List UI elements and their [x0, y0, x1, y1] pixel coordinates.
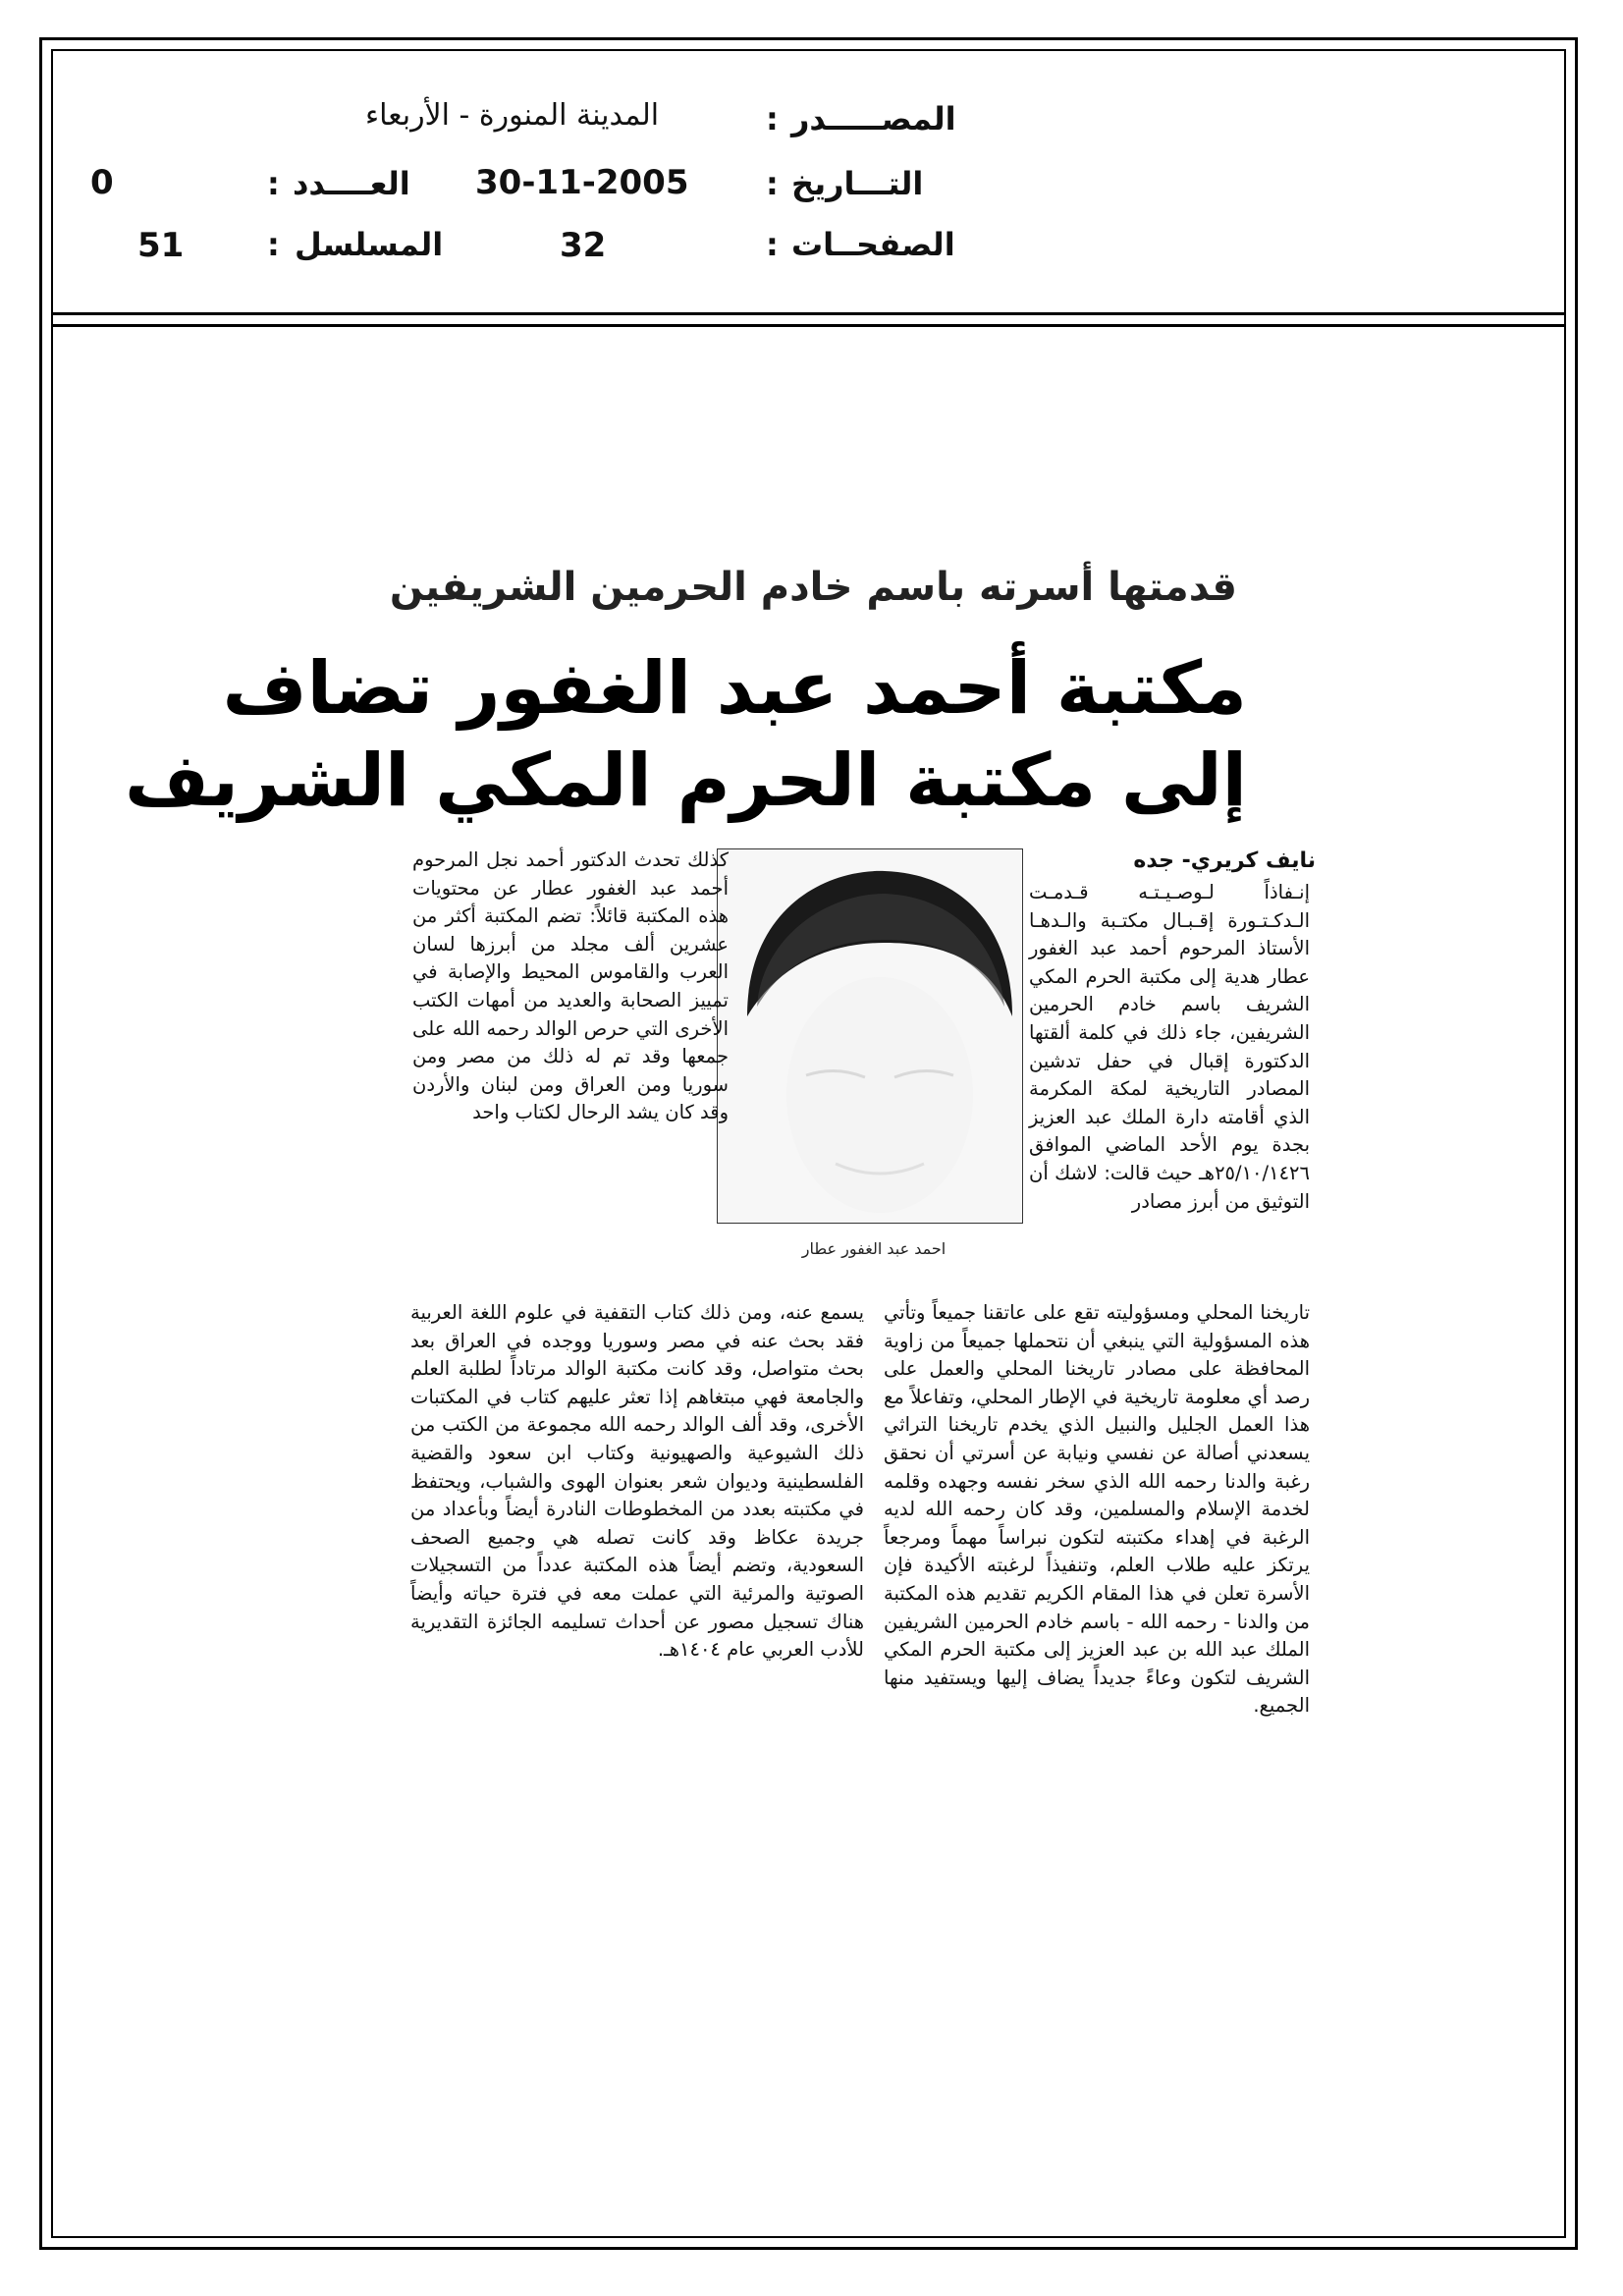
source-value: المدينة المنورة - الأربعاء: [365, 98, 660, 133]
date-value: 30-11-2005: [475, 163, 689, 202]
pages-colon: :: [766, 226, 779, 263]
header-divider-second: [51, 324, 1566, 327]
portrait-image: [718, 849, 1022, 1223]
issue-value: 0: [90, 163, 114, 202]
byline: نايف كريري- جده: [1133, 848, 1316, 873]
article-column-left: [412, 847, 729, 1127]
pages-value: 32: [560, 226, 607, 265]
date-label: التـــاريخ: [791, 165, 924, 202]
header-divider: [51, 312, 1566, 315]
article-kicker: قدمتها أسرته باسم خادم الحرمين الشريفين: [389, 565, 1237, 610]
portrait-photo: [717, 848, 1023, 1224]
source-label: المصـــــدر: [791, 100, 956, 137]
date-colon: :: [766, 165, 779, 202]
headline-line-1: مكتبة أحمد عبد الغفور تضاف: [222, 646, 1247, 731]
issue-colon: :: [267, 165, 280, 202]
article-column-bottom-right: [884, 1299, 1310, 1721]
photo-caption: احمد عبد الغفور عطار: [801, 1239, 947, 1258]
serial-colon: :: [267, 226, 280, 263]
column-text: إنـفاذاً لـوصـيـتـه قـدمـت الـدكـتـورة إقـبـال مكتـبة والـدهـا الأستاذ المرحوم أحمد عبد الغفور عطار هدية إلى مكتبة الحرم المكي الشريف باسم خادم الحرمين الشريفين، جاء ذلك في كلمة ألقتها الدكتورة إقبال في حفل تدشين المصادر التاريخية لمكة المكرمة الذي أقامته دارة الملك عبد العزيز بجدة يوم الأحد الماضي الموافق ٢٥/١٠/١٤٢٦هـ حيث قالت: لاشك أن التوثيق من أبرز مصادر: [1029, 881, 1310, 1213]
headline-line-2: إلى مكتبة الحرم المكي الشريف: [124, 738, 1247, 823]
article-column-bottom-left: [410, 1299, 864, 1665]
column-text: يسمع عنه، ومن ذلك كتاب التقفية في علوم اللغة العربية فقد بحث عنه في مصر وسوريا ووجده في العراق بعد بحث متواصل، وقد كانت مكتبة الوالد مرتاداً لطلبة العلم والجامعة فهي مبتغاهم إذا تعثر عليهم كتاب في المكتبات الأخرى، وقد ألف الوالد رحمه الله مجموعة من الكتب من ذلك الشيوعية والصهيونية وكتاب ابن سعود والقضية الفلسطينية وديوان شعر بعنوان الهوى والشباب، ويحتفظ في مكتبته بعدد من المخطوطات النادرة أيضاً وبأعداد من جريدة عكاظ وقد كانت تصله هي وجميع الصحف السعودية، وتضم أيضاً هذه المكتبة عدداً من التسجيلات الصوتية والمرئية التي عملت معه في فترة حياته وأيضاً هناك تسجيل مصور عن أحداث تسليمه الجائزة التقديرية للأدب العربي عام ١٤٠٤هـ.: [410, 1301, 864, 1662]
serial-label: المسلسل: [295, 226, 444, 263]
column-text: كذلك تحدث الدكتور أحمد نجل المرحوم أحمد عبد الغفور عطار عن محتويات هذه المكتبة قائلاً: تضم المكتبة أكثر من عشرين ألف مجلد من أبرزها لسان العرب والقاموس المحيط والإصابة في تمييز الصحابة والعديد من أمهات الكتب الأخرى التي حرص الوالد رحمه الله على جمعها وقد تم له ذلك من مصر ومن سوريا ومن العراق ومن لبنان والأردن وقد كان يشد الرحال لكتاب واحد: [412, 848, 729, 1124]
issue-label: العــــدد: [293, 165, 410, 202]
column-text: تاريخنا المحلي ومسؤوليته تقع على عاتقنا جميعاً وتأتي هذه المسؤولية التي ينبغي أن نتحملها جميعاً من زاوية المحافظة على مصادر تاريخنا المحلي والعمل على رصد أي معلومة تاريخية في الإطار المحلي، وتفاعلاً مع هذا العمل الجليل والنبيل الذي يخدم تاريخنا التراثي يسعدني أصالة عن نفسي ونيابة عن أسرتي أن نحقق رغبة والدنا رحمه الله الذي سخر نفسه وجهده وقلمه لخدمة الإسلام والمسلمين، وقد كان رحمه الله لديه الرغبة في إهداء مكتبته لتكون نبراساً مهماً ومرجعاً يرتكز عليه طلاب العلم، وتنفيذاً لرغبته الأكيدة فإن الأسرة تعلن في هذا المقام الكريم تقديم هذه المكتبة من والدنا - رحمه الله - باسم خادم الحرمين الشريفين الملك عبد الله بن عبد العزيز إلى مكتبة الحرم المكي الشريف لتكون وعاءً جديداً يضاف إليها ويستفيد منها الجميع.: [884, 1301, 1310, 1718]
serial-value: 51: [137, 226, 185, 265]
source-colon: :: [766, 100, 779, 137]
pages-label: الصفحــات: [791, 226, 955, 263]
article-column-right: [1029, 879, 1310, 1216]
